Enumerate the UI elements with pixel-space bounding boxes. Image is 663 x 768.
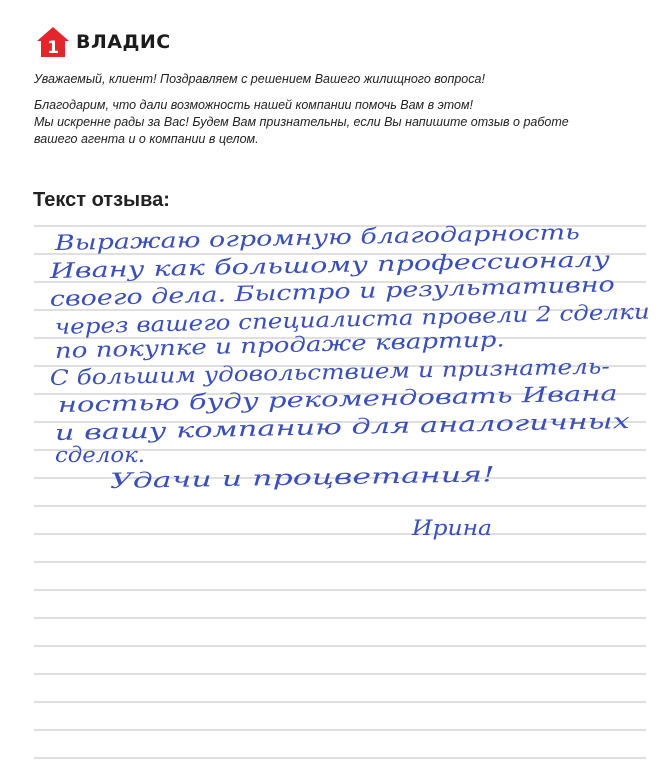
review-line-6: С большим удовольствием и признатель- bbox=[49, 356, 526, 390]
thanks-line-3: вашего агента и о компании в целом. bbox=[34, 132, 259, 146]
review-heading: Текст отзыва: bbox=[33, 189, 170, 211]
thanks-line-2: Мы искренне рады за Вас! Будем Вам признательны, если Вы напишите отзыв о работе bbox=[34, 115, 569, 129]
greeting-text: Уважаемый, клиент! Поздравляем с решением Вашего жилищного вопроса! bbox=[34, 72, 485, 86]
review-line-9: сделок. bbox=[55, 443, 145, 467]
logo-badge-digit: 1 bbox=[47, 38, 59, 58]
brand-name: ВЛАДИС bbox=[76, 31, 171, 53]
review-line-10: Удачи и процветания! bbox=[109, 464, 366, 493]
review-line-4: через вашего специалиста провели 2 сделки bbox=[54, 301, 563, 339]
thanks-line-1: Благодарим, что дали возможность нашей компании помочь Вам в этом! bbox=[34, 98, 474, 112]
review-line-3: своего дела. Быстро и результативно bbox=[49, 275, 490, 311]
review-line-1: Выражаю огромную благодарность bbox=[54, 222, 464, 255]
review-line-8: и вашу компанию для аналогичных bbox=[54, 412, 453, 445]
signature: Ирина bbox=[410, 516, 492, 540]
review-line-7: ностью буду рекомендовать Ивана bbox=[57, 384, 463, 417]
review-line-5: по покупке и продаже квартир. bbox=[54, 329, 417, 363]
review-line-2: Ивану как большому профессионалу bbox=[49, 250, 460, 283]
